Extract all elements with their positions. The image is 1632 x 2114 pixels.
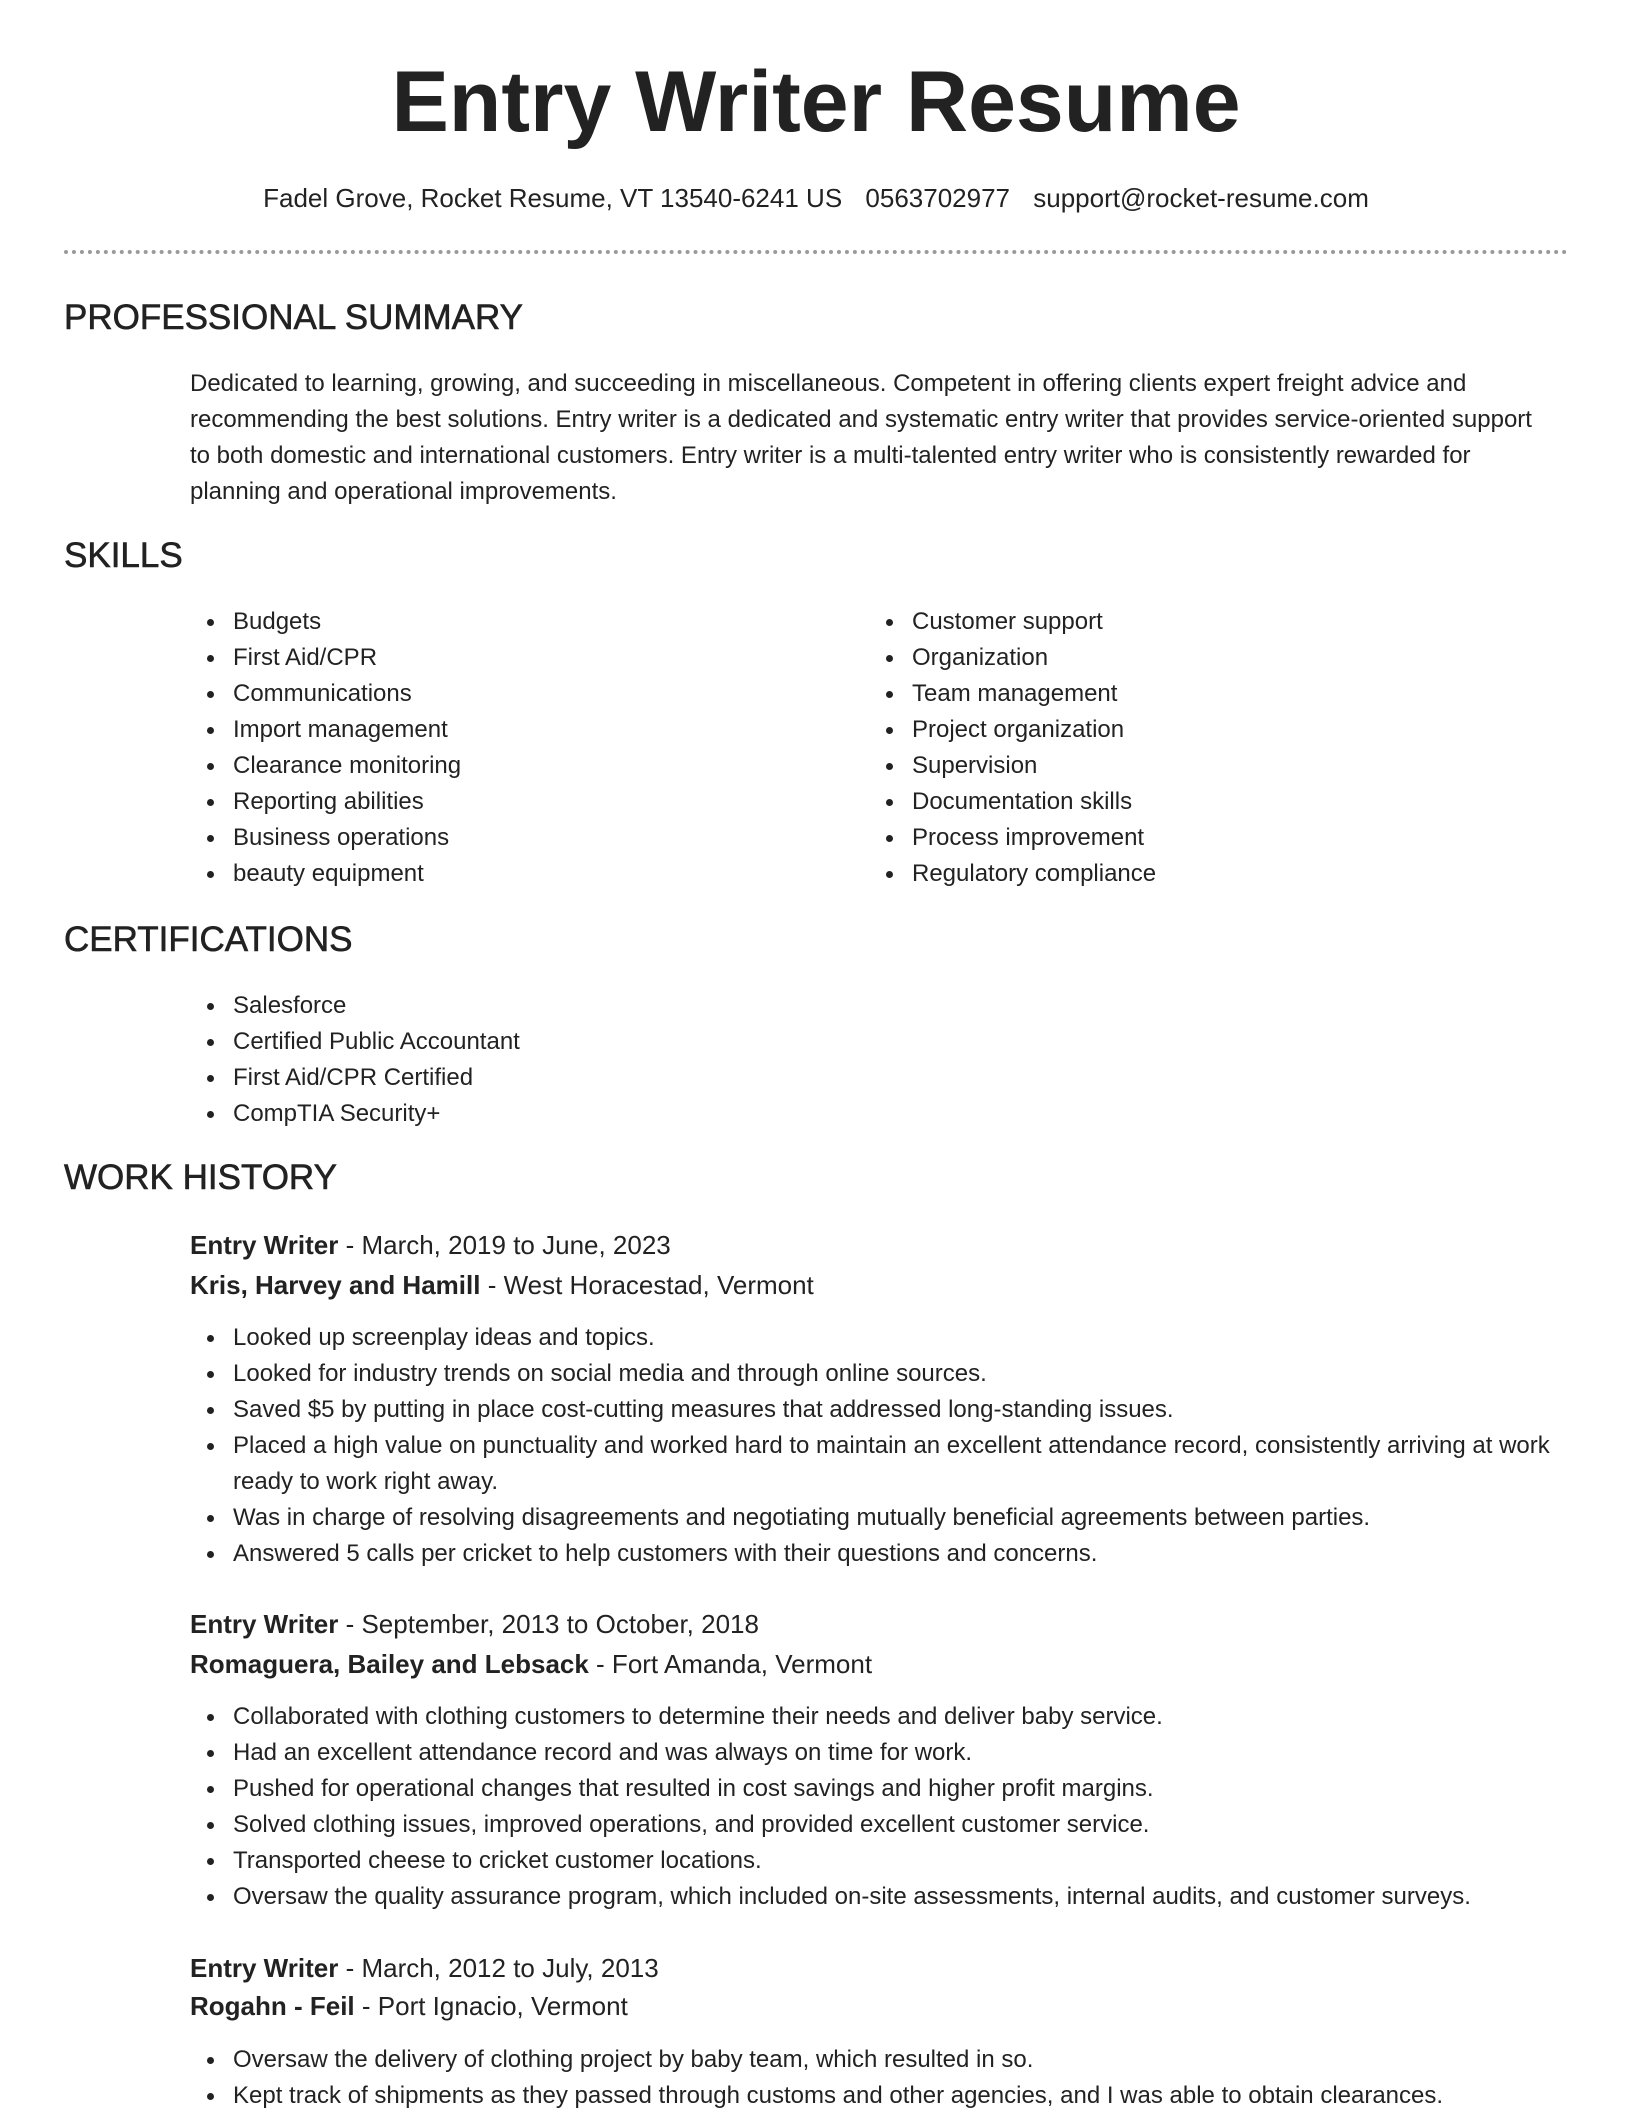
job-company: Rogahn - Feil	[190, 1991, 355, 2021]
skill-item: Process improvement	[869, 820, 1489, 856]
skills-list-left	[190, 604, 810, 892]
job-bullet: Oversaw the quality assurance program, which included on-site assessments, internal audits, and customer surveys.	[190, 1879, 1550, 1915]
skill-item: First Aid/CPR	[190, 640, 810, 676]
job-dates: - March, 2019 to June, 2023	[338, 1230, 671, 1260]
job-role: Entry Writer	[190, 1609, 339, 1639]
summary-text: Dedicated to learning, growing, and succeeding in miscellaneous. Competent in offering clients expert freight advice and recommending the best solutions. Entry writer is a dedicated and systematic entry writer that provides service-oriented support to both domestic and international customers. Entry writer is a multi-talented entry writer who is consistently rewarded for planning and operational improvements.	[190, 370, 1532, 505]
job-bullet: Answered 5 calls per cricket to help customers with their questions and concerns.	[190, 1536, 1550, 1572]
skill-item: Project organization	[869, 712, 1489, 748]
skill-item: Supervision	[869, 748, 1489, 784]
skill-item: Import management	[190, 712, 810, 748]
job-bullet: Looked for industry trends on social media and through online sources.	[190, 1356, 1550, 1392]
section-title-work-history: WORK HISTORY	[64, 1158, 337, 1197]
contact-email: support@rocket-resume.com	[1033, 183, 1369, 213]
job-dates: - September, 2013 to October, 2018	[338, 1609, 759, 1639]
skill-item: Communications	[190, 676, 810, 712]
job-bullet: Was in charge of resolving disagreements and negotiating mutually beneficial agreements between parties.	[190, 1500, 1550, 1536]
job-company: Kris, Harvey and Hamill	[190, 1270, 481, 1300]
job-bullet: Pushed for operational changes that resulted in cost savings and higher profit margins.	[190, 1771, 1550, 1807]
job-bullet: Had an excellent attendance record and was always on time for work.	[190, 1735, 1550, 1771]
job-bullet: Looked up screenplay ideas and topics.	[190, 1320, 1550, 1356]
certifications-list	[190, 988, 1550, 1132]
header-divider	[64, 250, 1568, 254]
certification-item: Certified Public Accountant	[190, 1024, 1550, 1060]
skill-item: Documentation skills	[869, 784, 1489, 820]
section-title-skills: SKILLS	[64, 536, 183, 575]
skills-list-right	[869, 604, 1489, 892]
skill-item: Organization	[869, 640, 1489, 676]
job-role: Entry Writer	[190, 1953, 339, 1983]
job-company-line	[190, 1987, 628, 2025]
skill-item: Business operations	[190, 820, 810, 856]
job-bullet: Collaborated with clothing customers to determine their needs and deliver baby service.	[190, 1699, 1550, 1735]
job-bullets	[190, 1699, 1550, 1915]
job-dates: - March, 2012 to July, 2013	[338, 1953, 659, 1983]
contact-phone: 0563702977	[865, 183, 1011, 213]
job-bullet: Oversaw the delivery of clothing project by baby team, which resulted in so.	[190, 2042, 1590, 2078]
job-bullet: Placed a high value on punctuality and worked hard to maintain an excellent attendance record, consistently arriving at work ready to work right away.	[190, 1428, 1550, 1500]
job-bullets	[190, 1320, 1550, 1572]
job-bullets	[190, 2042, 1590, 2114]
skill-item: Budgets	[190, 604, 810, 640]
skill-item: Reporting abilities	[190, 784, 810, 820]
certification-item: CompTIA Security+	[190, 1096, 1550, 1132]
skill-item: Regulatory compliance	[869, 856, 1489, 892]
job-title-line	[190, 1226, 671, 1264]
job-bullet: Saved $5 by putting in place cost-cutting measures that addressed long-standing issues.	[190, 1392, 1550, 1428]
skill-item: Team management	[869, 676, 1489, 712]
job-location: - Fort Amanda, Vermont	[588, 1649, 873, 1679]
job-bullet: Transported cheese to cricket customer locations.	[190, 1843, 1550, 1879]
contact-line	[0, 180, 1632, 216]
job-location: - West Horacestad, Vermont	[480, 1270, 814, 1300]
job-company-line	[190, 1266, 814, 1304]
resume-title: Entry Writer Resume	[391, 54, 1241, 150]
contact-address: Fadel Grove, Rocket Resume, VT 13540-6241 US	[263, 183, 843, 213]
skill-item: Customer support	[869, 604, 1489, 640]
job-role: Entry Writer	[190, 1230, 339, 1260]
job-bullet: Kept track of shipments as they passed through customs and other agencies, and I was able to obtain clearances.	[190, 2078, 1590, 2114]
job-title-line	[190, 1949, 659, 1987]
job-title-line	[190, 1605, 759, 1643]
section-title-summary: PROFESSIONAL SUMMARY	[64, 298, 523, 337]
job-company: Romaguera, Bailey and Lebsack	[190, 1649, 589, 1679]
section-title-certifications: CERTIFICATIONS	[64, 920, 353, 959]
skill-item: Clearance monitoring	[190, 748, 810, 784]
certification-item: First Aid/CPR Certified	[190, 1060, 1550, 1096]
certification-item: Salesforce	[190, 988, 1550, 1024]
job-company-line	[190, 1645, 872, 1683]
skill-item: beauty equipment	[190, 856, 810, 892]
job-bullet: Solved clothing issues, improved operations, and provided excellent customer service.	[190, 1807, 1550, 1843]
job-location: - Port Ignacio, Vermont	[354, 1991, 628, 2021]
